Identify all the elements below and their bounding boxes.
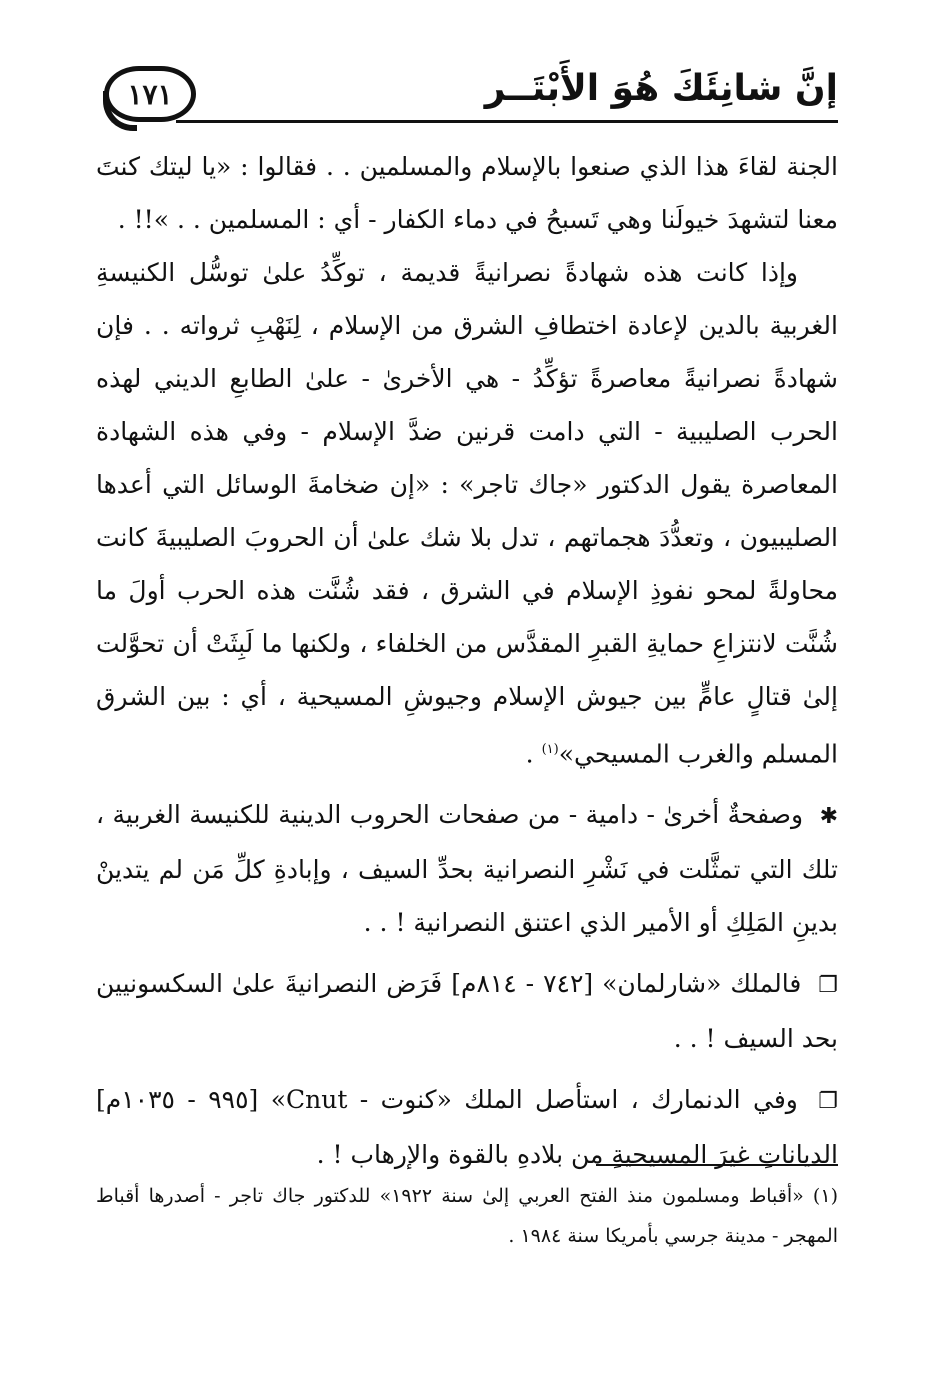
page-header (96, 62, 838, 132)
footnote-ref: (١) (541, 742, 559, 757)
footnote-1 (96, 1176, 838, 1256)
text-line: وإذا كانت هذه شهادةً نصرانيةً قديمة ، توكِّدُ علىٰ توسُّل الكنيسةِ (96, 258, 798, 287)
text-line: وفي الدنمارك ، استأصل الملك «كنوت - Cnut» [٩٩٥ - ١٠٣٥م] (96, 1085, 798, 1115)
text-line: الدكتور «جاك تاجر» : «إن ضخامةَ الوسائل التي أعدها الصليبيون ، وتعدُّدَ (96, 470, 839, 552)
text-line: الدياناتِ غيرَ المسيحيةِ من بلادهِ بالقوة والإرهاب ! . (316, 1140, 838, 1170)
text-line: الغربية بالدين لإعادة اختطافِ الشرق من الإسلام ، لِنَهْبِ ثرواته . . فإن (96, 311, 838, 340)
square-bullet-icon: ❐ (818, 973, 838, 999)
text-line: المقدَّس من الخلفاء ، ولكنها ما لَبِثَتْ أن تحوَّلت إلىٰ قتالٍ عامٍّ بين جيوش (96, 629, 838, 711)
text-line: شهادةً نصرانيةً معاصرةً تؤكِّدُ - هي الأخرىٰ - علىٰ الطابعِ الديني لهذه الحرب (96, 364, 838, 446)
footnote-line: (١) «أقباط ومسلمون منذ الفتح العربي إلىٰ سنة ١٩٢٢» للدكتور جاك تاجر - أصدرها أقباط (96, 1185, 838, 1207)
paragraph-2 (96, 246, 838, 780)
text-line: هجماتهم ، تدل بلا شك علىٰ أن الحروبَ الصليبيةَ كانت محاولةً لمحو نفوذِ (96, 523, 838, 605)
running-title: إنَّ شانِئَكَ هُوَ الأَبْتَــر (484, 68, 838, 109)
body-text (96, 140, 838, 1181)
paragraph-4 (96, 957, 838, 1065)
text-line: الصليبية - التي دامت قرنين ضدَّ الإسلام - وفي هذه الشهادة المعاصرة يقول (96, 417, 838, 499)
asterisk-bullet-icon: ✱ (819, 804, 839, 830)
text-line: معنا لتشهدَ خيولَنا وهي تَسبحُ في دماء الكفار - أي : المسلمين . . »!! . (117, 205, 838, 234)
text-line: وصفحةٌ أخرىٰ - دامية - من صفحات الحروب الدينية للكنيسة الغربية ، (96, 800, 804, 830)
text-line: تلك التي تمثَّلت في نَشْرِ النصرانية بحدِّ السيف ، وإبادةِ كلِّ مَن لم يتدينْ (96, 855, 838, 885)
badge-ornament (103, 91, 137, 131)
text-line: الإسلام وجيوشِ المسيحية ، أي : بين الشرق المسلم والغرب المسيحي» (96, 682, 838, 769)
paragraph-1 (96, 140, 838, 246)
text-line: الجنة لقاءَ هذا الذي صنعوا بالإسلام والمسلمين . . فقالوا : «يا ليتك كنتَ (96, 152, 838, 181)
line-end-dot: . (525, 739, 534, 769)
footnote-rule (596, 1164, 838, 1166)
text-line: بدينِ المَلِكِ أو الأمير الذي اعتنق النصرانية ! . . (363, 908, 838, 938)
text-line: الإسلام في الشرق ، فقد شُنَّت هذه الحرب أولَ ما شُنَّت لانتزاعِ حمايةِ القبرِ (96, 576, 838, 658)
footnote-line: المهجر - مدينة جرسي بأمريكا سنة ١٩٨٤ . (508, 1225, 838, 1247)
text-line: بحد السيف ! . . (673, 1024, 838, 1054)
text-line: فالملك «شارلمان» [٧٤٢ - ٨١٤م] فَرَض النصرانيةَ علىٰ السكسونيين (96, 969, 802, 999)
page-number-badge (104, 66, 196, 122)
footnotes (96, 1176, 838, 1256)
paragraph-3 (96, 788, 838, 949)
header-rule (176, 120, 838, 123)
square-bullet-icon: ❐ (818, 1089, 838, 1115)
page-number: ١٧١ (127, 77, 173, 111)
